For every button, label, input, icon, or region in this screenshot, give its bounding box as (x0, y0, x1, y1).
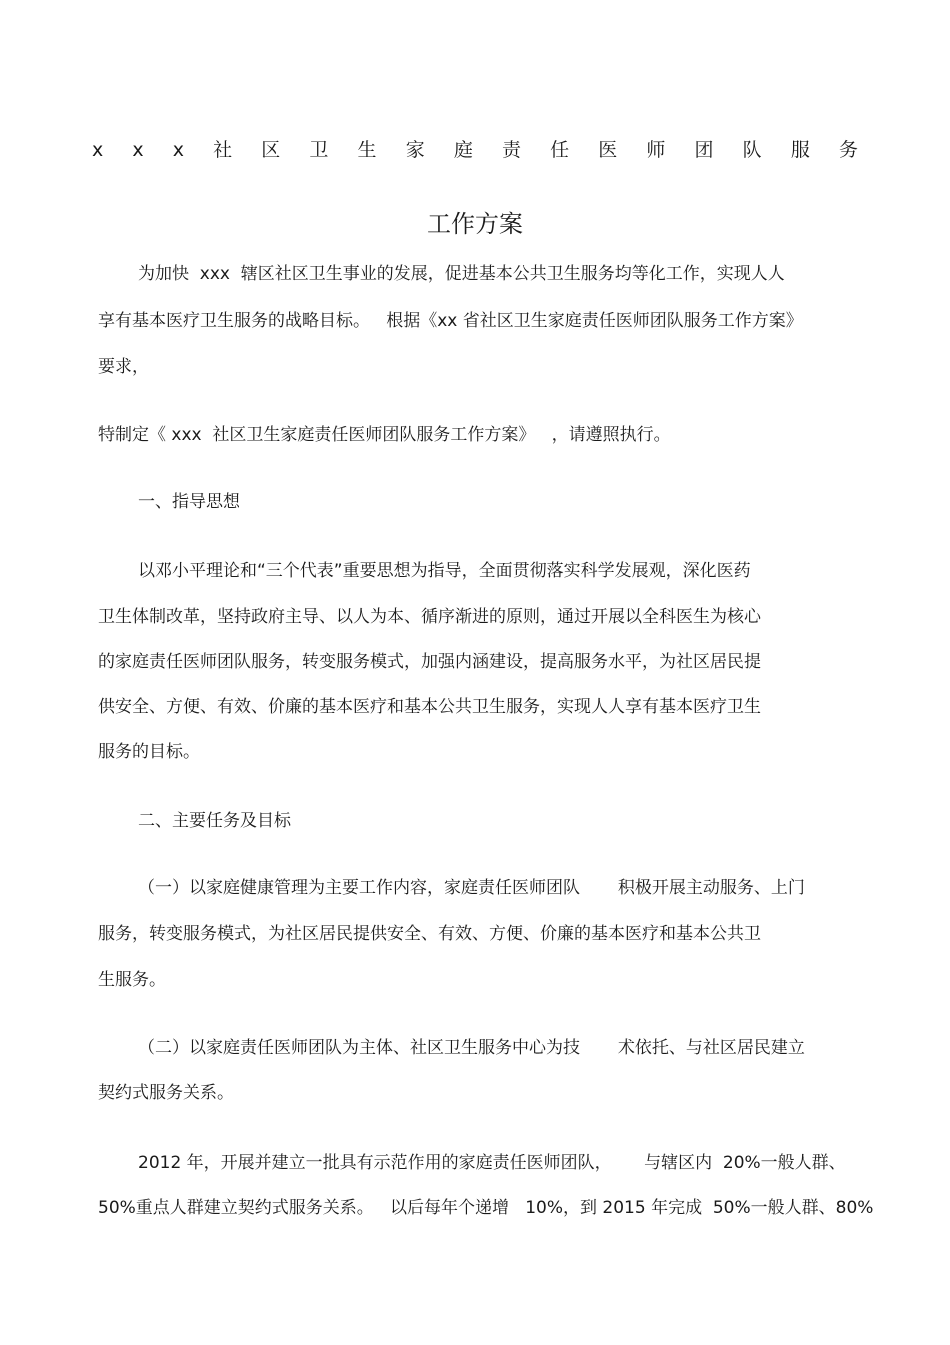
title-char: 务 (838, 139, 858, 161)
paragraph-ideology-line-1: 以邓小平理论和“三个代表”重要思想为指导，全面贯彻落实科学发展观，深化医药 (138, 561, 751, 581)
paragraph-intro-line-2: 享有基本医疗卫生服务的战略目标。 根据《xx 省社区卫生家庭责任医师团队服务工作方案》 (98, 311, 803, 331)
title-char: 家 (405, 139, 425, 161)
paragraph-task2-line-1: （二）以家庭责任医师团队为主体、社区卫生服务中心为技 术依托、与社区居民建立 (138, 1038, 805, 1058)
paragraph-targets-line-2: 50%重点人群建立契约式服务关系。 以后每年个递增 10%，到 2015 年完成 50%一般人群、80% (98, 1198, 874, 1218)
paragraph-intro-line-1: 为加快 xxx 辖区社区卫生事业的发展，促进基本公共卫生服务均等化工作，实现人人 (138, 264, 785, 284)
paragraph-decree: 特制定《 xxx 社区卫生家庭责任医师团队服务工作方案》 ，请遵照执行。 (98, 425, 671, 445)
paragraph-ideology-line-4: 供安全、方便、有效、价廉的基本医疗和基本公共卫生服务，实现人人享有基本医疗卫生 (98, 697, 761, 717)
paragraph-targets-line-1: 2012 年，开展并建立一批具有示范作用的家庭责任医师团队， 与辖区内 20%一般人群、 (138, 1153, 846, 1173)
title-char: 任 (550, 139, 570, 161)
paragraph-task1-line-1: （一）以家庭健康管理为主要工作内容，家庭责任医师团队 积极开展主动服务、上门 (138, 878, 805, 898)
document-title-line2: 工作方案 (427, 210, 523, 238)
section-heading-main-tasks: 二、主要任务及目标 (138, 811, 291, 831)
paragraph-ideology-line-5: 服务的目标。 (98, 742, 200, 762)
title-char: 庭 (453, 139, 473, 161)
title-char: 师 (646, 139, 666, 161)
paragraph-task2-line-2: 契约式服务关系。 (98, 1083, 234, 1103)
title-char: 责 (501, 139, 521, 161)
title-char: 卫 (309, 139, 329, 161)
title-char: 团 (694, 139, 714, 161)
paragraph-ideology-line-3: 的家庭责任医师团队服务，转变服务模式，加强内涵建设，提高服务水平，为社区居民提 (98, 652, 761, 672)
paragraph-task1-line-3: 生服务。 (98, 970, 166, 990)
title-char: 队 (742, 139, 762, 161)
title-char: x (172, 139, 184, 161)
title-char: 服 (790, 139, 810, 161)
title-char: 医 (598, 139, 618, 161)
title-char: x (92, 139, 104, 161)
paragraph-intro-line-3: 要求， (98, 357, 149, 377)
title-char: 区 (261, 139, 281, 161)
document-title-line1 (92, 138, 858, 162)
title-char: x (132, 139, 144, 161)
paragraph-ideology-line-2: 卫生体制改革，坚持政府主导、以人为本、循序渐进的原则，通过开展以全科医生为核心 (98, 607, 761, 627)
title-char: 生 (357, 139, 377, 161)
section-heading-guiding-ideology: 一、指导思想 (138, 492, 240, 512)
paragraph-task1-line-2: 服务，转变服务模式，为社区居民提供安全、有效、方便、价廉的基本医疗和基本公共卫 (98, 924, 761, 944)
title-char: 社 (213, 139, 233, 161)
